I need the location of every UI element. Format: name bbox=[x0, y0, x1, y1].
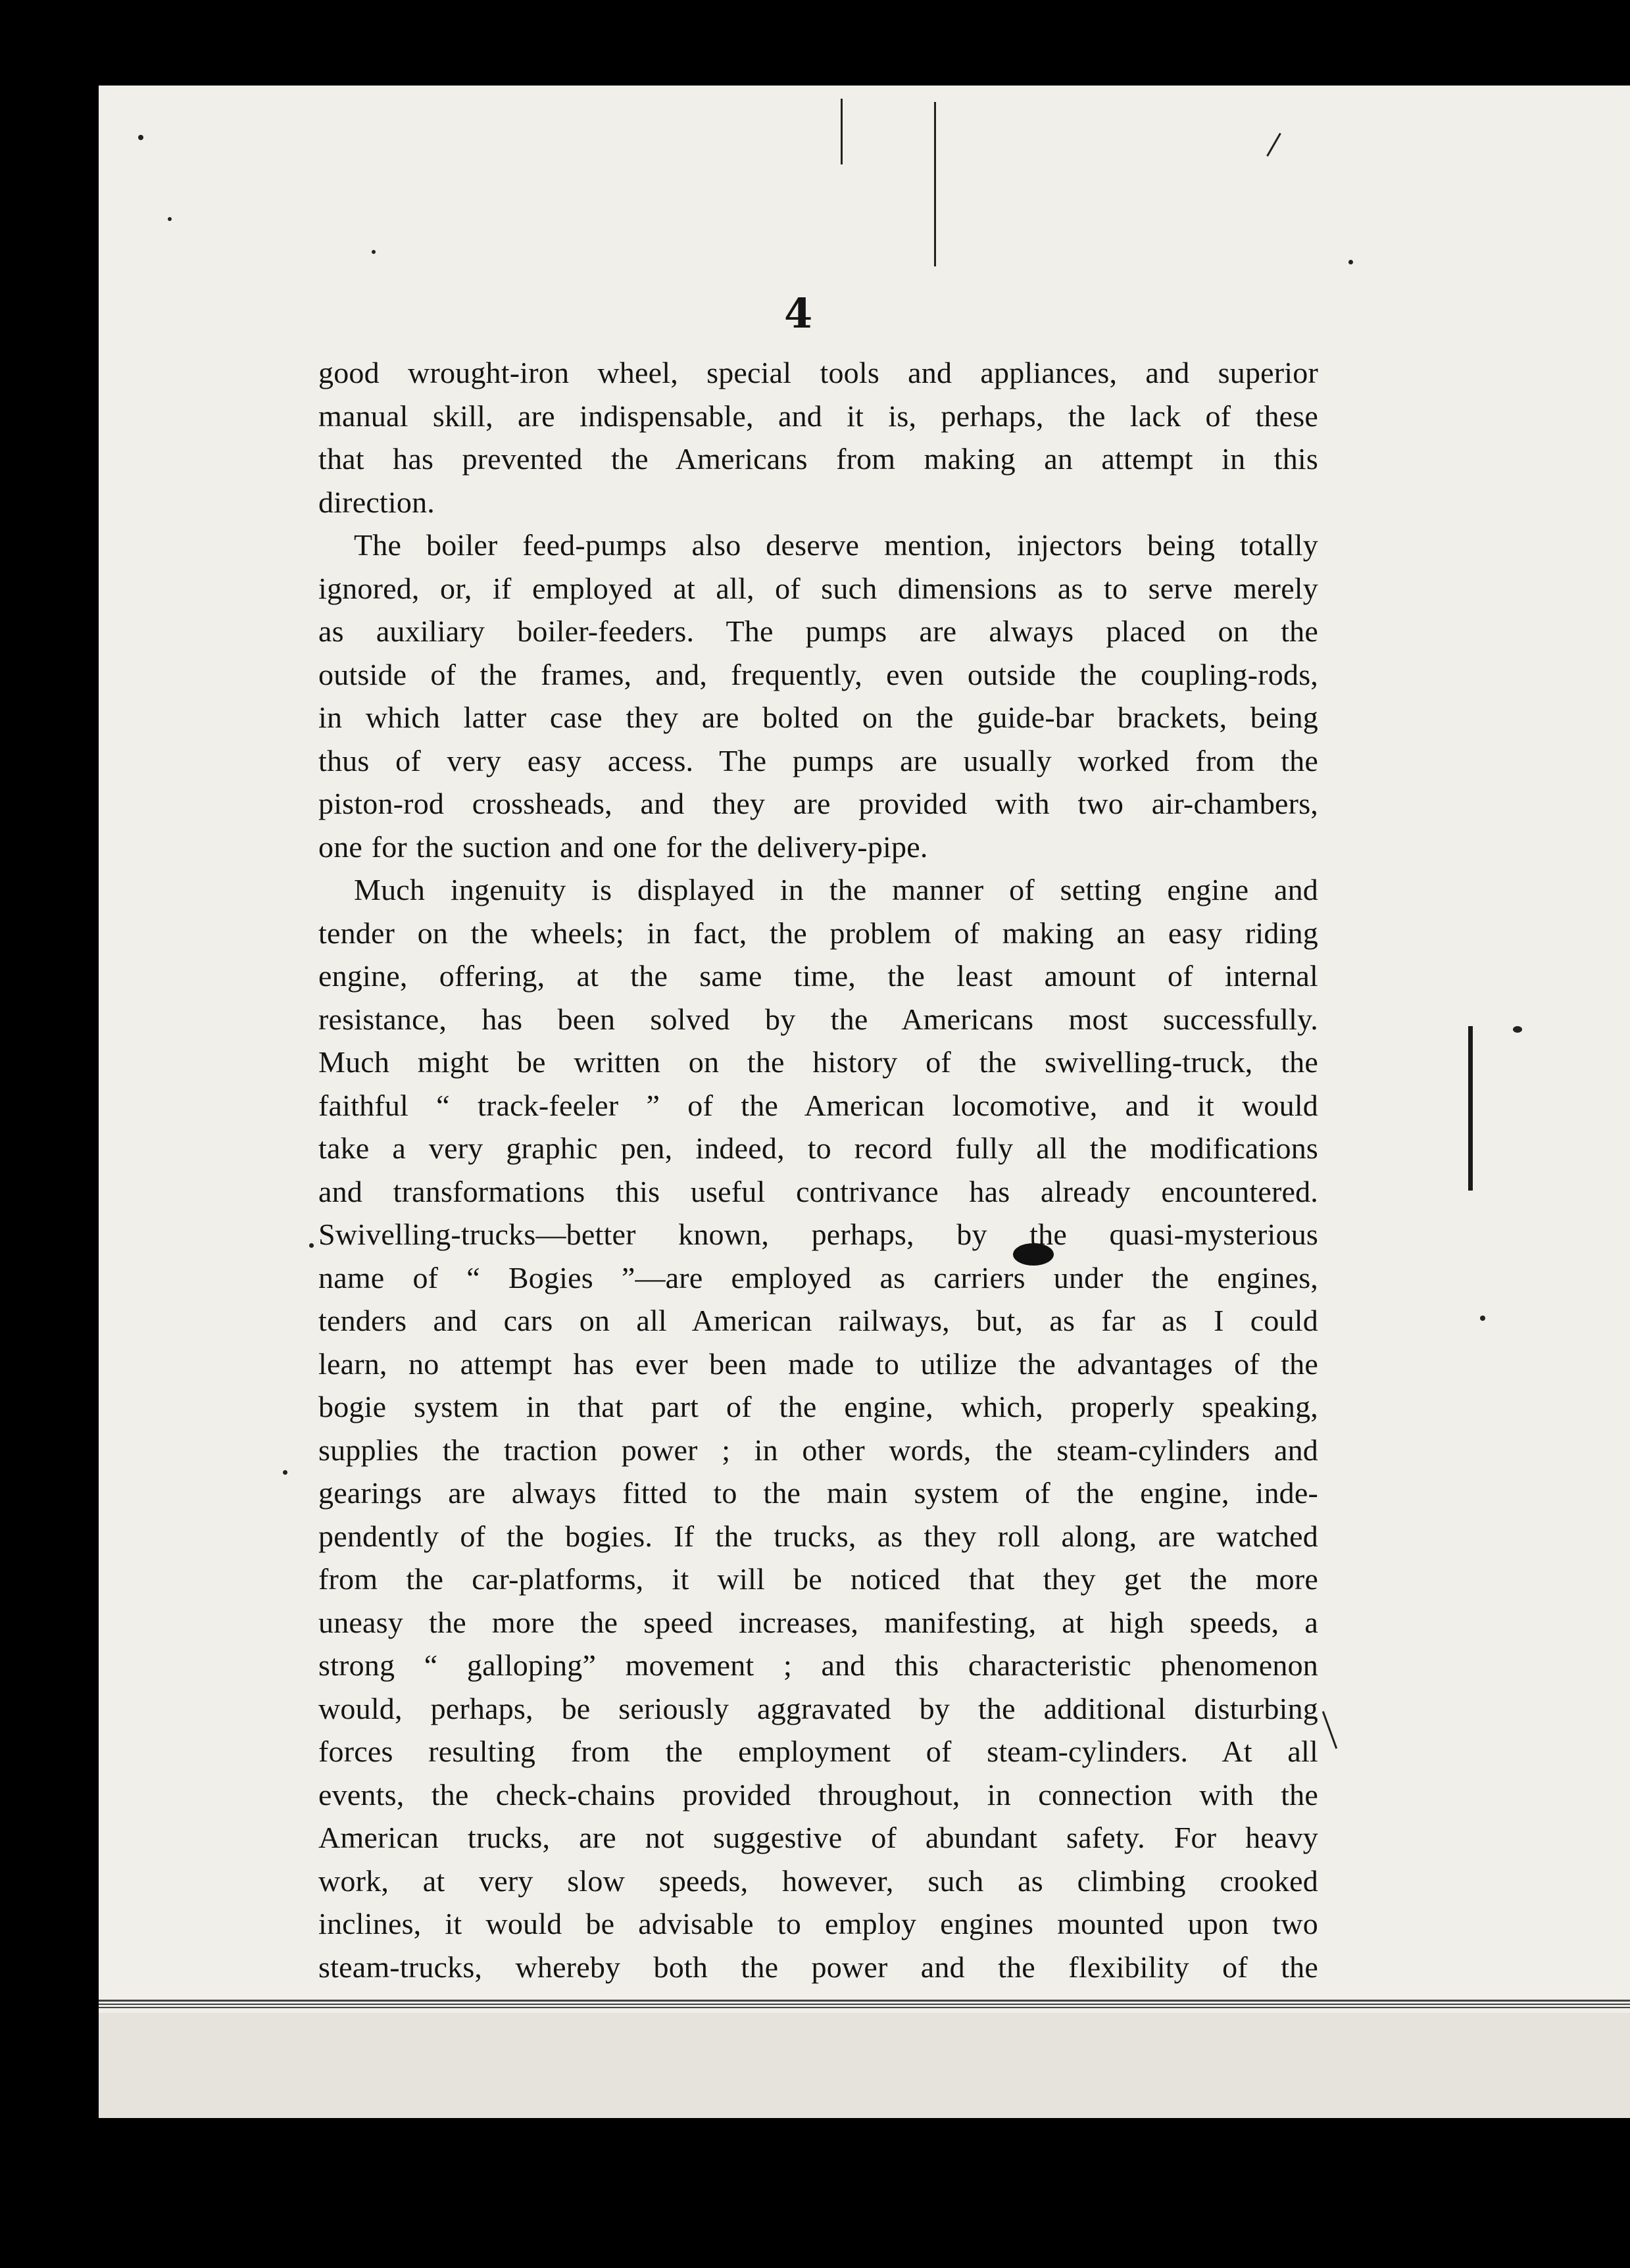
text-line: The boiler feed-pumps also deserve mention, injectors being totally bbox=[354, 528, 1318, 562]
text-line: strong “ galloping” movement ; and this characteristic phenomenon bbox=[318, 1648, 1318, 1682]
scan-speck bbox=[138, 135, 143, 140]
scan-speck bbox=[309, 1243, 314, 1248]
scan-speck bbox=[372, 250, 376, 254]
text-line: bogie system in that part of the engine, which, properly speaking, bbox=[318, 1390, 1318, 1423]
text-line: manual skill, are indispensable, and it is, perhaps, the lack of these bbox=[318, 399, 1318, 433]
text-line: faithful “ track-feeler ” of the American locomotive, and it would bbox=[318, 1088, 1318, 1122]
text-line: Much might be written on the history of the swivelling-truck, the bbox=[318, 1045, 1318, 1079]
scan-scratch bbox=[841, 99, 843, 164]
text-line: forces resulting from the employment of steam-cylinders. At all bbox=[318, 1735, 1318, 1768]
text-line: events, the check-chains provided throughout, in connection with the bbox=[318, 1777, 1318, 1812]
text-line: one for the suction and one for the delivery-pipe. bbox=[318, 829, 928, 864]
text-line: and transformations this useful contrivance has already encountered. bbox=[318, 1174, 1318, 1208]
scan-speck bbox=[1480, 1316, 1485, 1321]
text-line: direction. bbox=[318, 485, 435, 519]
page-number: 4 bbox=[784, 289, 813, 337]
bottom-margin-strip bbox=[99, 2013, 1630, 2118]
text-line: would, perhaps, be seriously aggravated by the additional disturbing bbox=[318, 1691, 1318, 1725]
text-line: tenders and cars on all American railways, but, as far as I could bbox=[318, 1304, 1318, 1337]
text-line: Swivelling-trucks—better known, perhaps, by the quasi-mysterious bbox=[318, 1218, 1318, 1251]
text-line: as auxiliary boiler-feeders. The pumps are always placed on the bbox=[318, 614, 1318, 648]
scan-speck bbox=[1348, 260, 1353, 264]
text-line: tender on the wheels; in fact, the problem of making an easy riding bbox=[318, 916, 1318, 950]
text-line: steam-trucks, whereby both the power and the flexibility of the bbox=[318, 1950, 1318, 1984]
text-line: in which latter case they are bolted on the guide-bar brackets, being bbox=[318, 701, 1318, 734]
scan-speck bbox=[168, 217, 172, 221]
scan-speck bbox=[1513, 1026, 1522, 1033]
text-line: from the car-platforms, it will be noticed that they get the more bbox=[318, 1562, 1318, 1596]
text-line: that has prevented the Americans from making an attempt in this bbox=[318, 442, 1318, 476]
text-line: thus of very easy access. The pumps are usually worked from the bbox=[318, 743, 1318, 777]
scan-scratch bbox=[934, 102, 936, 266]
margin-bar bbox=[1468, 1026, 1473, 1191]
text-line: take a very graphic pen, indeed, to record fully all the modifications bbox=[318, 1131, 1318, 1165]
text-line: name of “ Bogies ”—are employed as carriers under the engines, bbox=[318, 1260, 1318, 1294]
text-line: work, at very slow speeds, however, such as climbing crooked bbox=[318, 1863, 1318, 1898]
text-line: inclines, it would be advisable to employ engines mounted upon two bbox=[318, 1907, 1318, 1940]
text-line: Much ingenuity is displayed in the manner of setting engine and bbox=[354, 873, 1318, 906]
text-line: learn, no attempt has ever been made to utilize the advantages of the bbox=[318, 1346, 1318, 1381]
text-line: ignored, or, if employed at all, of such dimensions as to serve merely bbox=[318, 571, 1318, 605]
text-line: American trucks, are not suggestive of abundant safety. For heavy bbox=[318, 1821, 1318, 1854]
text-line: pendently of the bogies. If the trucks, as they roll along, are watched bbox=[318, 1519, 1318, 1553]
text-line: supplies the traction power ; in other words, the steam-cylinders and bbox=[318, 1433, 1318, 1467]
scan-speck bbox=[283, 1470, 287, 1475]
text-line: engine, offering, at the same time, the least amount of internal bbox=[318, 959, 1318, 993]
bottom-rule bbox=[99, 2000, 1630, 2009]
text-line: gearings are always fitted to the main system of the engine, inde- bbox=[318, 1476, 1318, 1510]
text-line: resistance, has been solved by the Americans most successfully. bbox=[318, 1002, 1318, 1036]
text-line: good wrought-iron wheel, special tools and appliances, and superior bbox=[318, 356, 1318, 389]
text-line: uneasy the more the speed increases, manifesting, at high speeds, a bbox=[318, 1605, 1318, 1639]
text-line: piston-rod crossheads, and they are provided with two air-chambers, bbox=[318, 787, 1318, 820]
body-text bbox=[318, 351, 1318, 1988]
text-line: outside of the frames, and, frequently, even outside the coupling-rods, bbox=[318, 657, 1318, 691]
